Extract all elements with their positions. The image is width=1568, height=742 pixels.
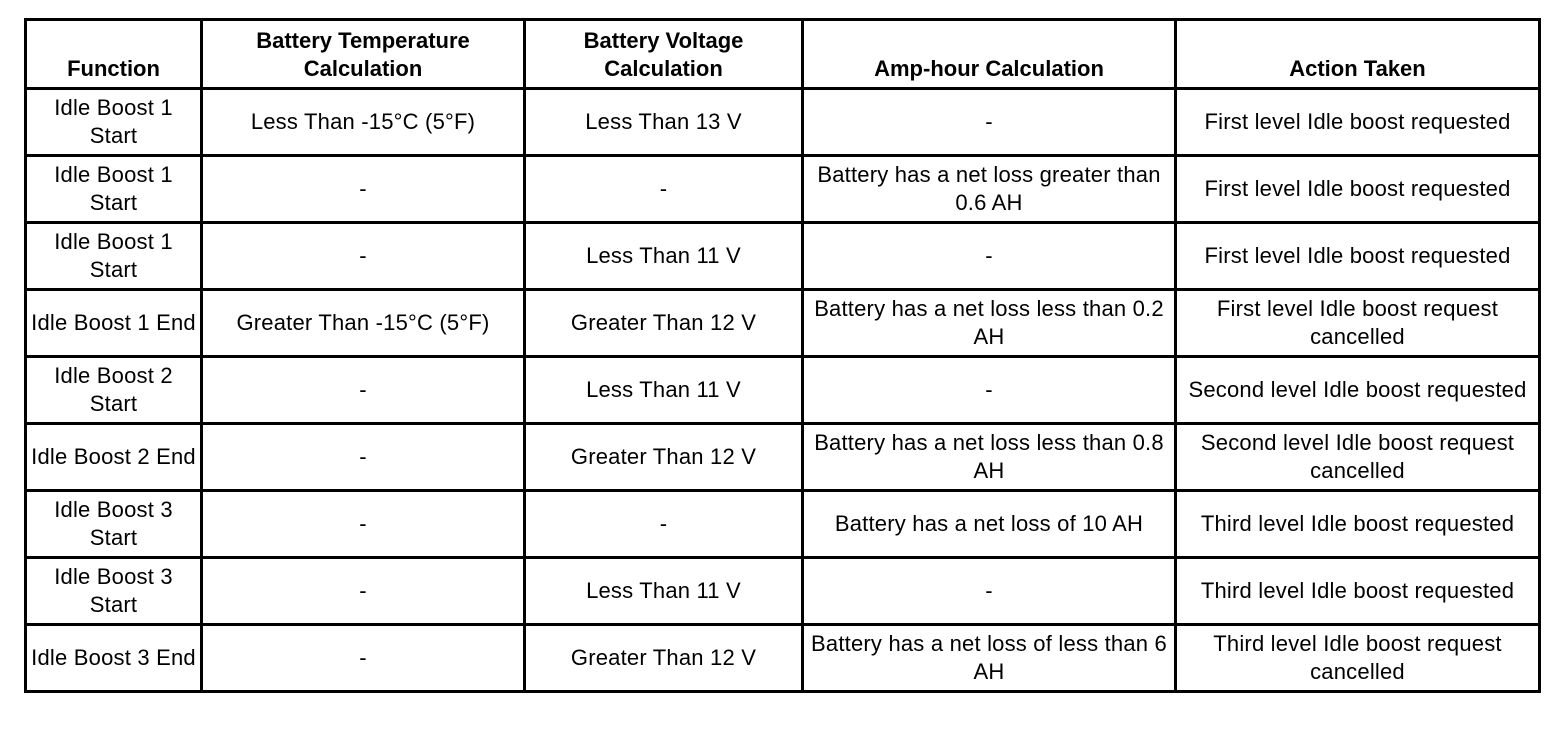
table-row (26, 625, 1540, 692)
cell-function: Idle Boost 1 End (26, 290, 202, 357)
cell-battery-voltage: Less Than 11 V (525, 357, 803, 424)
header-action-taken: Action Taken (1176, 20, 1540, 89)
idle-boost-table (24, 18, 1541, 693)
table-header (26, 20, 1540, 89)
cell-battery-voltage: Greater Than 12 V (525, 290, 803, 357)
cell-amp-hour: Battery has a net loss of 10 AH (803, 491, 1176, 558)
cell-function: Idle Boost 2 Start (26, 357, 202, 424)
header-row (26, 20, 1540, 89)
table-row (26, 223, 1540, 290)
header-amp-hour: Amp-hour Calculation (803, 20, 1176, 89)
table-row (26, 357, 1540, 424)
cell-battery-voltage: Less Than 13 V (525, 89, 803, 156)
cell-amp-hour: - (803, 357, 1176, 424)
cell-action-taken: First level Idle boost requested (1176, 156, 1540, 223)
table-row (26, 491, 1540, 558)
cell-function: Idle Boost 1 Start (26, 223, 202, 290)
cell-action-taken: Second level Idle boost request cancelled (1176, 424, 1540, 491)
cell-battery-temperature: - (202, 625, 525, 692)
cell-battery-temperature: - (202, 357, 525, 424)
cell-battery-voltage: - (525, 491, 803, 558)
cell-amp-hour: Battery has a net loss of less than 6 AH (803, 625, 1176, 692)
table-row (26, 424, 1540, 491)
table-body (26, 89, 1540, 692)
cell-amp-hour: Battery has a net loss less than 0.2 AH (803, 290, 1176, 357)
cell-battery-voltage: Greater Than 12 V (525, 424, 803, 491)
cell-function: Idle Boost 3 Start (26, 558, 202, 625)
idle-boost-table-container (24, 18, 1541, 693)
table-row (26, 558, 1540, 625)
cell-amp-hour: Battery has a net loss greater than 0.6 AH (803, 156, 1176, 223)
cell-function: Idle Boost 1 Start (26, 156, 202, 223)
cell-battery-temperature: - (202, 156, 525, 223)
cell-function: Idle Boost 3 End (26, 625, 202, 692)
cell-action-taken: First level Idle boost requested (1176, 223, 1540, 290)
cell-battery-temperature: Greater Than -15°C (5°F) (202, 290, 525, 357)
cell-function: Idle Boost 3 Start (26, 491, 202, 558)
header-function: Function (26, 20, 202, 89)
cell-amp-hour: Battery has a net loss less than 0.8 AH (803, 424, 1176, 491)
cell-battery-voltage: Greater Than 12 V (525, 625, 803, 692)
cell-action-taken: First level Idle boost request cancelled (1176, 290, 1540, 357)
cell-battery-voltage: - (525, 156, 803, 223)
cell-function: Idle Boost 2 End (26, 424, 202, 491)
header-battery-voltage: Battery Voltage Calculation (525, 20, 803, 89)
cell-battery-temperature: - (202, 558, 525, 625)
cell-action-taken: First level Idle boost requested (1176, 89, 1540, 156)
cell-action-taken: Third level Idle boost requested (1176, 491, 1540, 558)
cell-battery-temperature: - (202, 223, 525, 290)
cell-amp-hour: - (803, 558, 1176, 625)
cell-amp-hour: - (803, 223, 1176, 290)
cell-action-taken: Second level Idle boost requested (1176, 357, 1540, 424)
cell-battery-voltage: Less Than 11 V (525, 223, 803, 290)
table-row (26, 290, 1540, 357)
cell-action-taken: Third level Idle boost requested (1176, 558, 1540, 625)
cell-battery-temperature: Less Than -15°C (5°F) (202, 89, 525, 156)
table-row (26, 156, 1540, 223)
cell-battery-temperature: - (202, 491, 525, 558)
cell-battery-temperature: - (202, 424, 525, 491)
cell-action-taken: Third level Idle boost request cancelled (1176, 625, 1540, 692)
cell-battery-voltage: Less Than 11 V (525, 558, 803, 625)
table-row (26, 89, 1540, 156)
header-battery-temperature: Battery Temperature Calculation (202, 20, 525, 89)
cell-function: Idle Boost 1 Start (26, 89, 202, 156)
cell-amp-hour: - (803, 89, 1176, 156)
